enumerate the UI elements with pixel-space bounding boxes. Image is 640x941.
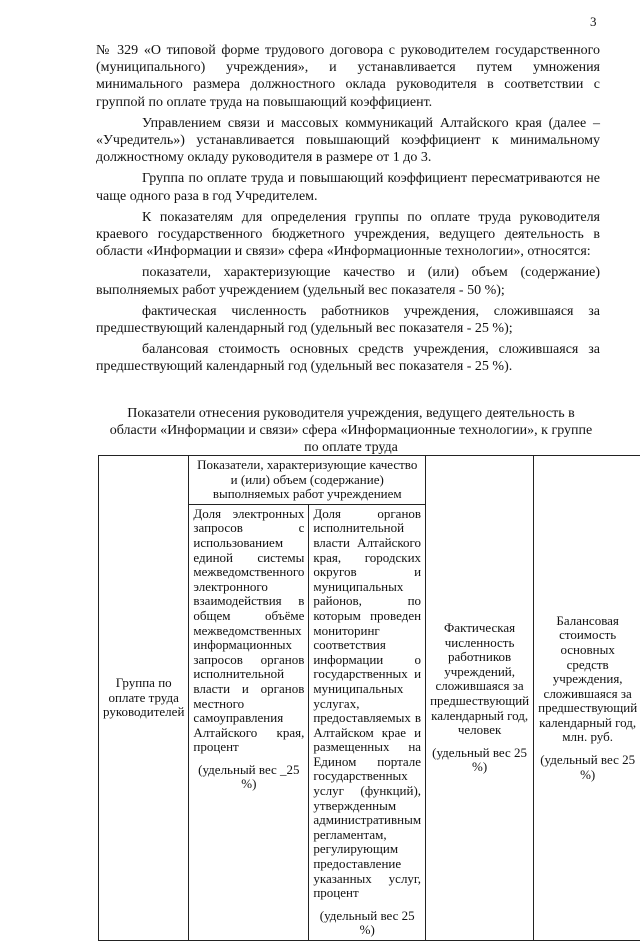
quality-sub2-cell bbox=[309, 504, 426, 940]
quality-sub1: Доля электронных запросов с использованием единой системы межведомственного электронного взаимодействия в общем объёме межведомственных информационных запросов органов исполнительной власти и органов местного самоуправления Алтайского края, процент bbox=[193, 505, 305, 755]
quality-header-cell bbox=[189, 456, 426, 505]
paragraph: Управлением связи и массовых коммуникаций Алтайского края (далее – «Учредитель») устанавливается повышающий коэффициент к минимальному должностному окладу руководителя в размере от 1 до 3. bbox=[96, 115, 600, 166]
indicators-table bbox=[98, 455, 640, 941]
staff-weight: (удельный вес 25 %) bbox=[432, 744, 528, 775]
quality-sub2-weight: (удельный вес 25 %) bbox=[319, 907, 415, 938]
staff-header-cell bbox=[426, 456, 534, 941]
paragraph: балансовая стоимость основных средств учреждения, сложившаяся за предшествующий календарный год (удельный вес показателя - 25 %). bbox=[96, 342, 600, 375]
paragraph: Группа по оплате труда и повышающий коэффициент пересматриваются не чаще одного раза в год Учредителем. bbox=[96, 171, 600, 204]
quality-header: Показатели, характеризующие качество и (или) объем (содержание) выполняемых работ учреждением bbox=[197, 457, 418, 502]
page-number: 3 bbox=[590, 14, 597, 29]
assets-header: Балансовая стоимость основных средств учреждения, сложившаяся за предшествующий календарный год, млн. руб. bbox=[538, 612, 638, 745]
group-header-cell bbox=[99, 456, 189, 941]
body-text bbox=[96, 42, 600, 380]
paragraph: показатели, характеризующие качество и (или) объем (содержание) выполняемых работ учреждением (удельный вес показателя - 50 %); bbox=[96, 265, 600, 298]
paragraph: фактическая численность работников учреждения, сложившаяся за предшествующий календарный год (удельный вес показателя - 25 %); bbox=[96, 303, 600, 337]
staff-header: Фактическая численность работников учреждений, сложившаяся за предшествующий календарный год, человек bbox=[430, 620, 530, 738]
quality-sub1-weight: (удельный вес _25 %) bbox=[198, 761, 300, 792]
paragraph: № 329 «О типовой форме трудового договора с руководителем государственного (муниципального) учреждения», и устанавливается путем умножения минимального размера должностного оклада руководителя в соответствии с группой по оплате труда на повышающий коэффициент. bbox=[96, 43, 600, 110]
paragraph: К показателям для определения группы по оплате труда руководителя краевого государственного бюджетного учреждения, ведущего деятельность в области «Информации и связи» сфера «Информационные технологии», относятся: bbox=[96, 209, 600, 260]
group-header: Группа по оплате труда руководителей bbox=[103, 675, 185, 720]
assets-header-cell bbox=[534, 456, 640, 941]
quality-sub2: Доля органов исполнительной власти Алтайского края, городских округов и муниципальных районов, по которым проведен мониторинг соответствия информации о государственных и муниципальных услугах, предоставляемых в Алтайском крае и размещенных на Едином портале государственных услуг (функций), утвержденным административным регламентам, регулирующим предоставление указанных услуг, процент bbox=[313, 505, 422, 901]
quality-sub1-cell bbox=[189, 504, 309, 940]
table-caption: Показатели отнесения руководителя учреждения, ведущего деятельность в области «Информации и связи» сфера «Информационные технологии», к группе по оплате труда bbox=[109, 406, 593, 455]
assets-weight: (удельный вес 25 %) bbox=[540, 752, 636, 782]
